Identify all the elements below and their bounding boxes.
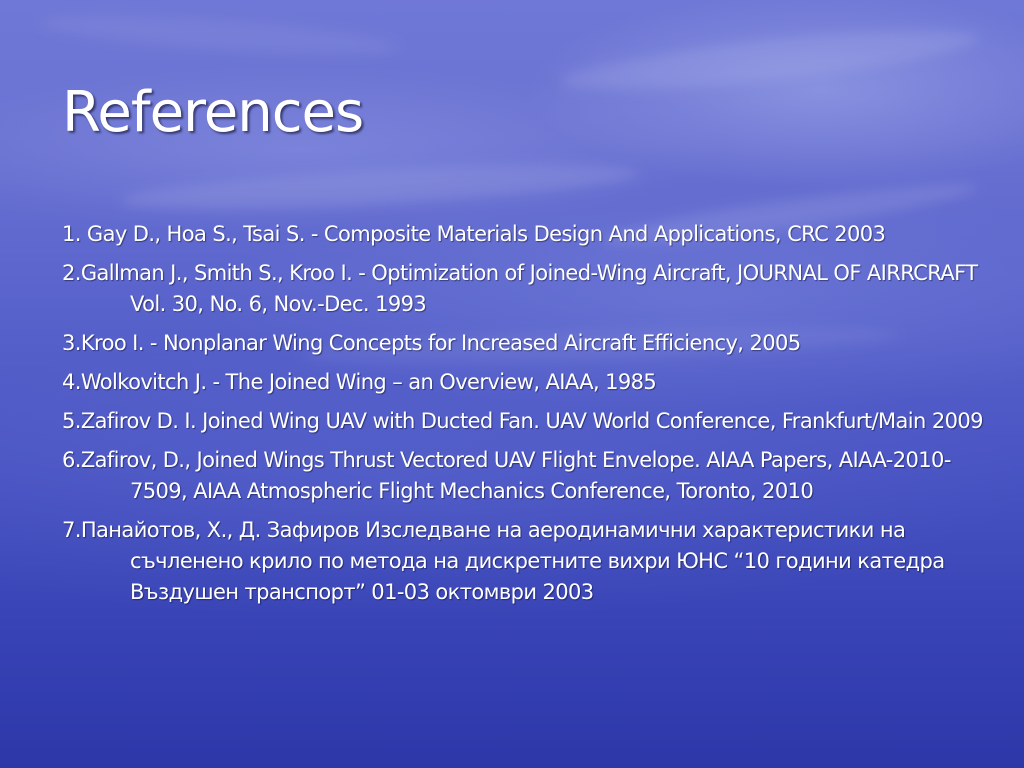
reference-item: 5.Zafirov D. I. Joined Wing UAV with Ducted Fan. UAV World Conference, Frankfurt/Main 2009 (62, 409, 983, 433)
references-list (62, 219, 997, 616)
reference-item: 4.Wolkovitch J. - The Joined Wing – an Overview, AIAA, 1985 (62, 370, 657, 394)
reference-item: 3.Kroo I. - Nonplanar Wing Concepts for Increased Aircraft Efficiency, 2005 (62, 331, 801, 355)
slide-title: References (62, 80, 364, 145)
reference-item: 6.Zafirov, D., Joined Wings Thrust Vectored UAV Flight Envelope. AIAA Papers, AIAA-2010-7509, AIAA Atmospheric Flight Mechanics Conference, Toronto, 2010 (62, 448, 951, 503)
background-cloud-streak (119, 156, 640, 217)
background-cloud-streak (559, 18, 981, 102)
reference-item: 1. Gay D., Hoa S., Tsai S. - Composite Materials Design And Applications, CRC 2003 (62, 222, 886, 246)
reference-item: 2.Gallman J., Smith S., Kroo I. - Optimization of Joined-Wing Aircraft, JOURNAL OF AIRRCRAFT Vol. 30, No. 6, Nov.-Dec. 1993 (62, 261, 978, 316)
reference-item: 7.Панайотов, Х., Д. Зафиров Изследване на аеродинамични характеристики на съчленено крило по метода на дискретните вихри ЮНС “10 години катедра Въздушен транспорт” 01-03 октомври 2003 (62, 518, 945, 604)
background-cloud-streak (39, 7, 400, 62)
